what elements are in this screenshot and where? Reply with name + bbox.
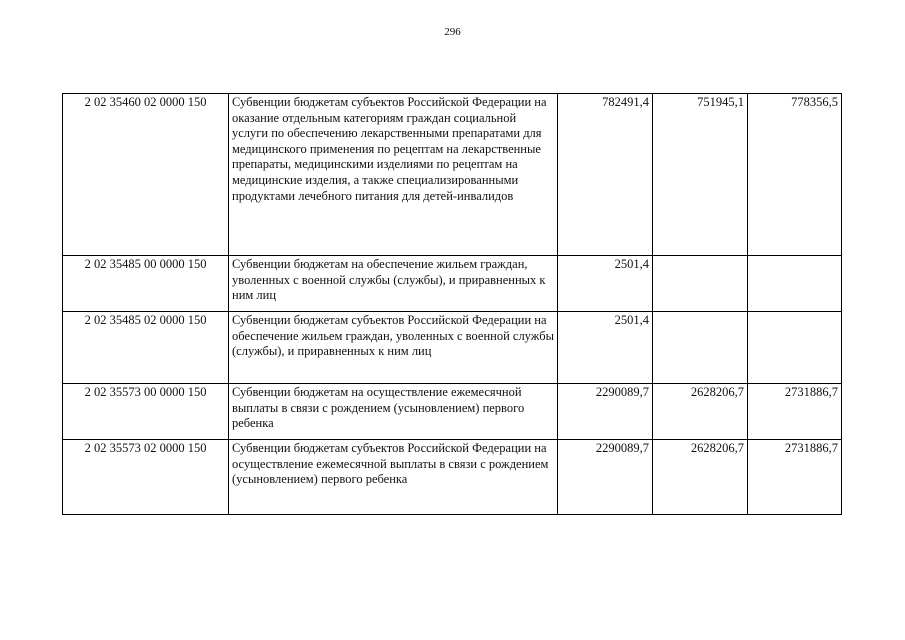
row-value-2: 2628206,7	[653, 440, 748, 515]
row-value-3	[748, 256, 842, 312]
row-code: 2 02 35485 00 0000 150	[63, 256, 229, 312]
row-value-1: 2290089,7	[558, 440, 653, 515]
row-name: Субвенции бюджетам субъектов Российской Федерации на обеспечение жильем граждан, уволенных с военной службы (службы), и приравненных к ним лиц	[229, 312, 558, 384]
row-value-1: 2290089,7	[558, 384, 653, 440]
row-name: Субвенции бюджетам на осуществление ежемесячной выплаты в связи с рождением (усыновлением) первого ребенка	[229, 384, 558, 440]
row-name: Субвенции бюджетам субъектов Российской Федерации на осуществление ежемесячной выплаты в связи с рождением (усыновлением) первого ребенка	[229, 440, 558, 515]
row-code: 2 02 35485 02 0000 150	[63, 312, 229, 384]
row-value-1: 2501,4	[558, 312, 653, 384]
row-code: 2 02 35573 02 0000 150	[63, 440, 229, 515]
budget-table	[62, 93, 842, 515]
row-value-2: 2628206,7	[653, 384, 748, 440]
page-number: 296	[444, 26, 461, 38]
row-value-3: 2731886,7	[748, 384, 842, 440]
table-row	[63, 94, 842, 256]
row-value-1: 2501,4	[558, 256, 653, 312]
row-code: 2 02 35573 00 0000 150	[63, 384, 229, 440]
row-value-2	[653, 256, 748, 312]
row-value-1: 782491,4	[558, 94, 653, 256]
table-row	[63, 256, 842, 312]
row-name: Субвенции бюджетам субъектов Российской Федерации на оказание отдельным категориям граждан социальной услуги по обеспечению лекарственными препаратами для медицинского применения по рецептам на лекарственные препараты, медицинскими изделиями по рецептам на медицинские изделия, а также специализированными продуктами лечебного питания для детей-инвалидов	[229, 94, 558, 256]
row-value-3: 778356,5	[748, 94, 842, 256]
row-value-3	[748, 312, 842, 384]
table-row	[63, 312, 842, 384]
row-value-3: 2731886,7	[748, 440, 842, 515]
row-value-2: 751945,1	[653, 94, 748, 256]
row-name: Субвенции бюджетам на обеспечение жильем граждан, уволенных с военной службы (службы), и приравненных к ним лиц	[229, 256, 558, 312]
table-row	[63, 384, 842, 440]
row-value-2	[653, 312, 748, 384]
table-row	[63, 440, 842, 515]
row-code: 2 02 35460 02 0000 150	[63, 94, 229, 256]
